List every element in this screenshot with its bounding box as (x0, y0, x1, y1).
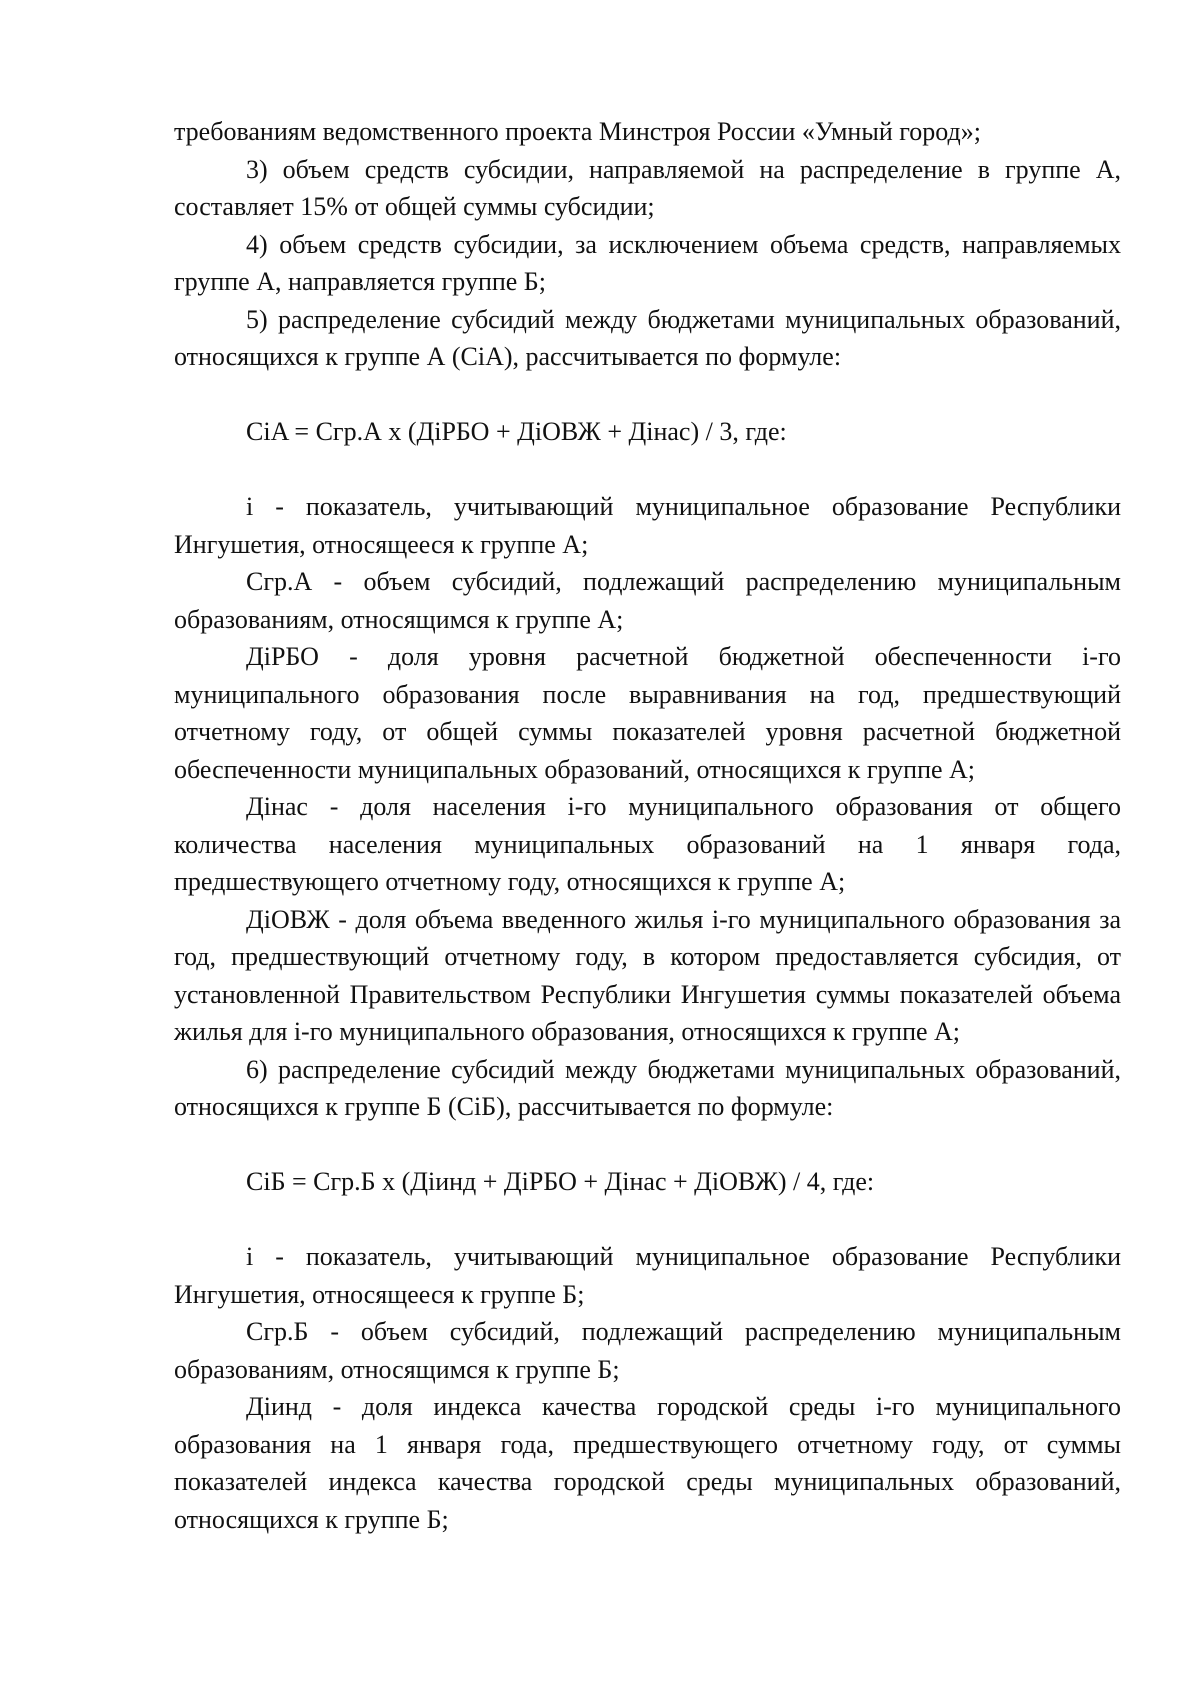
definition-diind: Дiинд - доля индекса качества городской среды i-го муниципального образования на 1 января года, предшествующего отчетному году, от суммы показателей индекса качества городской среды муниципальных образований, относящихся к группе Б; (174, 1392, 1121, 1534)
definition-sgr-b: Сгр.Б - объем субсидий, подлежащий распределению муниципальным образованиям, относящимся к группе Б; (174, 1317, 1121, 1384)
definition-sgr-a: Сгр.А - объем субсидий, подлежащий распределению муниципальным образованиям, относящимся к группе А; (174, 567, 1121, 634)
document-body (174, 113, 1121, 1538)
definition-direbo: ДiРБО - доля уровня расчетной бюджетной обеспеченности i-го муниципального образования после выравнивания на год, предшествующий отчетному году, от общей суммы показателей уровня расчетной бюджетной обеспеченности муниципальных образований, относящихся к группе А; (174, 642, 1121, 784)
spacer (174, 451, 1121, 489)
spacer (174, 1126, 1121, 1164)
paragraph-continuation: требованиям ведомственного проекта Минстроя России «Умный город»; (174, 117, 981, 146)
definition-dinas: Дiнас - доля населения i-го муниципального образования от общего количества населения муниципальных образований на 1 января года, предшествующего отчетному году, относящихся к группе А; (174, 792, 1121, 896)
paragraph-item-4: 4) объем средств субсидии, за исключением объема средств, направляемых группе А, направляется группе Б; (174, 229, 1121, 296)
spacer (174, 1201, 1121, 1239)
paragraph-item-6: 6) распределение субсидий между бюджетами муниципальных образований, относящихся к группе Б (CiБ), рассчитывается по формуле: (174, 1054, 1121, 1121)
formula-group-a: CiA = Cгр.А х (ДiРБО + ДiОВЖ + Дiнас) / 3, где: (246, 417, 787, 446)
definition-diovzh: ДiОВЖ - доля объема введенного жилья i-го муниципального образования за год, предшествующий отчетному году, в котором предоставляется субсидия, от установленной Правительством Республики Ингушетия суммы показателей объема жилья для i-го муниципального образования, относящихся к группе А; (174, 904, 1121, 1046)
paragraph-item-3: 3) объем средств субсидии, направляемой на распределение в группе А, составляет 15% от общей суммы субсидии; (174, 154, 1121, 221)
spacer (174, 376, 1121, 414)
definition-i-group-a: i - показатель, учитывающий муниципальное образование Республики Ингушетия, относящееся к группе А; (174, 492, 1121, 559)
paragraph-item-5: 5) распределение субсидий между бюджетами муниципальных образований, относящихся к группе А (CiA), рассчитывается по формуле: (174, 304, 1121, 371)
definition-i-group-b: i - показатель, учитывающий муниципальное образование Республики Ингушетия, относящееся к группе Б; (174, 1242, 1121, 1309)
formula-group-b: CiБ = Cгр.Б х (Дiинд + ДiРБО + Дiнас + ДiОВЖ) / 4, где: (246, 1167, 875, 1196)
